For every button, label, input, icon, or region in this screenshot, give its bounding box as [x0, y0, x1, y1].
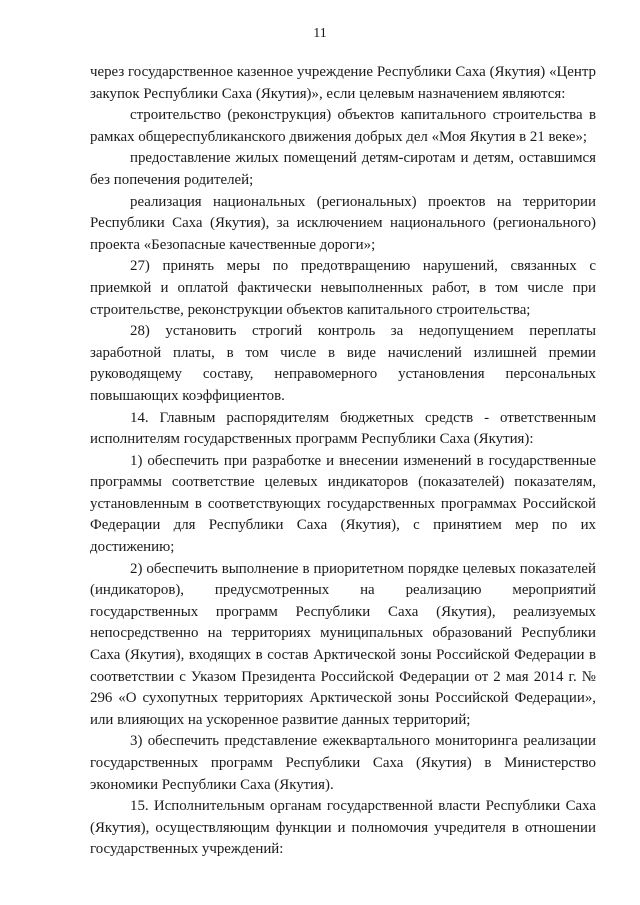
paragraph: через государственное казенное учреждение Республики Саха (Якутия) «Центр закупок Республики Саха (Якутия)», если целевым назначением являются:: [90, 64, 596, 102]
paragraph: 14. Главным распорядителям бюджетных средств - ответственным исполнителям государственных программ Республики Саха (Якутия):: [90, 409, 596, 448]
paragraph: 3) обеспечить представление ежеквартального мониторинга реализации государственных программ Республики Саха (Якутия) в Министерство экономики Республики Саха (Якутия).: [90, 733, 596, 793]
paragraph: предоставление жилых помещений детям-сиротам и детям, оставшимся без попечения родителей;: [90, 150, 596, 188]
page-number: 11: [313, 26, 327, 41]
document-body: [90, 62, 596, 861]
paragraph: строительство (реконструкция) объектов капитального строительства в рамках общереспубликанского движения добрых дел «Моя Якутия в 21 веке»;: [90, 107, 596, 145]
paragraph: 1) обеспечить при разработке и внесении изменений в государственные программы соответствие целевых индикаторов (показателей) показателям, установленным в соответствующих государственных программах Российской Федерации для Республики Саха (Якутия), с принятием мер по их достижению;: [90, 452, 596, 556]
paragraph: 28) установить строгий контроль за недопущением переплаты заработной платы, в том числе в виде начислений излишней премии руководящему составу, неправомерного установления персональных повышающих коэффициентов.: [90, 323, 596, 404]
paragraph: 27) принять меры по предотвращению нарушений, связанных с приемкой и оплатой фактически невыполненных работ, в том числе при строительстве, реконструкции объектов капитального строительства;: [90, 258, 596, 318]
paragraph: 2) обеспечить выполнение в приоритетном порядке целевых показателей (индикаторов), предусмотренных на реализацию мероприятий государственных программ Республики Саха (Якутия), реализуемых непосредственно на территориях муниципальных образований Республики Саха (Якутия), входящих в состав Арктической зоны Российской Федерации в соответствии с Указом Президента Российской Федерации от 2 мая 2014 г. № 296 «О сухопутных территориях Арктической зоны Российской Федерации», или влияющих на ускоренное развитие данных территорий;: [90, 560, 596, 728]
paragraph: реализация национальных (региональных) проектов на территории Республики Саха (Якутия), за исключением национального (регионального) проекта «Безопасные качественные дороги»;: [90, 193, 596, 253]
paragraph: 15. Исполнительным органам государственной власти Республики Саха (Якутия), осуществляющим функции и полномочия учредителя в отношении государственных учреждений:: [90, 798, 596, 858]
